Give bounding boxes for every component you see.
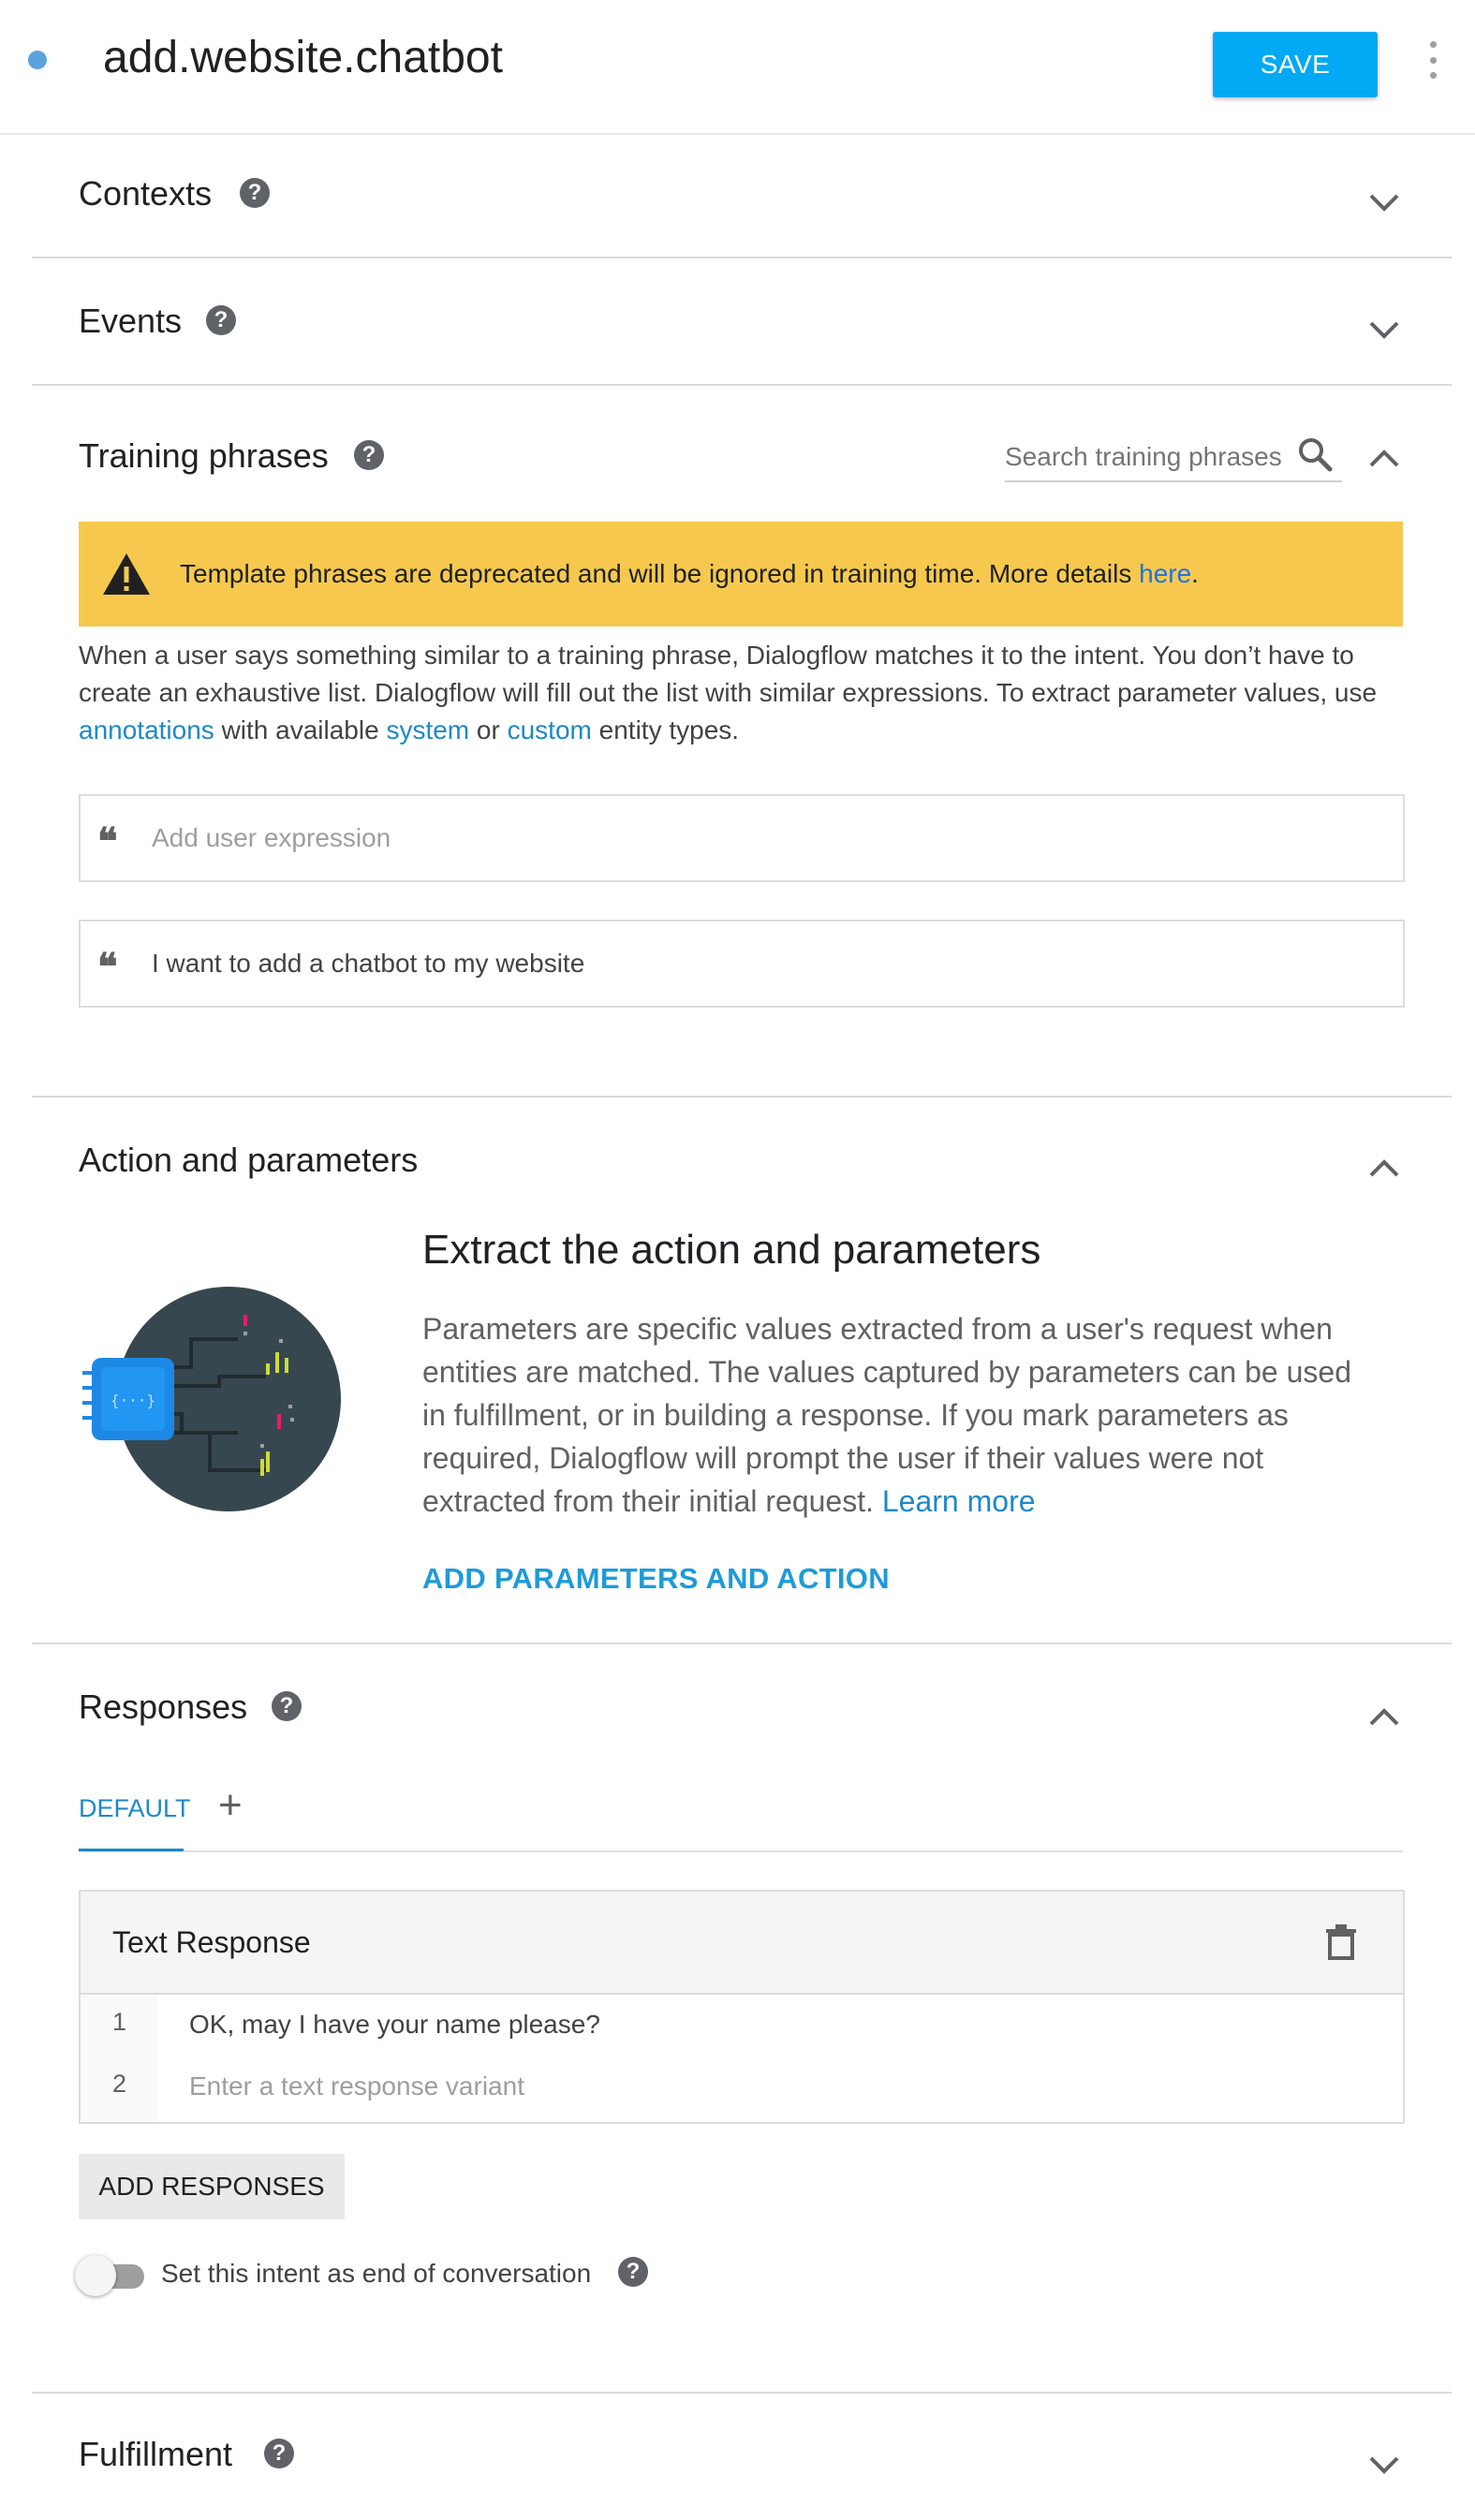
- custom-link[interactable]: custom: [507, 715, 592, 744]
- divider: [32, 1096, 1452, 1098]
- events-help-icon[interactable]: ?: [206, 305, 236, 335]
- toggle-knob[interactable]: [75, 2255, 116, 2296]
- user-expression-input[interactable]: [152, 823, 1276, 853]
- fulfillment-help-icon[interactable]: ?: [264, 2439, 294, 2468]
- training-chevron-up-icon[interactable]: [1365, 440, 1403, 478]
- training-description: When a user says something similar to a training phrase, Dialogflow matches it to the intent. You don’t have to create an exhaustive list. Dialogflow will fill out the list with similar expressions. To extract parameter values, use annotations with available system or custom entity types.: [79, 641, 1378, 744]
- add-tab-plus-icon[interactable]: +: [218, 1782, 243, 1828]
- tabs-baseline: [79, 1850, 1403, 1852]
- quote-icon: ❝: [97, 823, 118, 853]
- add-user-expression-field[interactable]: [79, 794, 1405, 882]
- training-phrase-text[interactable]: I want to add a chatbot to my website: [152, 949, 585, 978]
- training-help-icon[interactable]: ?: [354, 440, 384, 470]
- end-conversation-label: Set this intent as end of conversation: [161, 2259, 592, 2288]
- contexts-title[interactable]: Contexts: [79, 174, 213, 213]
- contexts-chevron-down-icon[interactable]: [1365, 184, 1403, 221]
- parameters-illustration: [79, 1283, 350, 1517]
- responses-title[interactable]: Responses: [79, 1687, 248, 1726]
- text-response-variant-input[interactable]: [189, 2071, 1313, 2101]
- quote-icon: ❝: [97, 949, 118, 979]
- end-conversation-help-icon[interactable]: ?: [618, 2257, 648, 2287]
- intent-title[interactable]: add.website.chatbot: [103, 33, 503, 82]
- text-response-card: [79, 1890, 1405, 2124]
- header-bar: [0, 0, 1475, 135]
- divider: [32, 2392, 1452, 2394]
- add-parameters-action-link[interactable]: ADD PARAMETERS AND ACTION: [422, 1562, 890, 1595]
- responses-chevron-up-icon[interactable]: [1365, 1699, 1403, 1736]
- deprecation-warning-banner: [79, 522, 1403, 626]
- warning-details-link[interactable]: here: [1139, 559, 1192, 588]
- events-chevron-down-icon[interactable]: [1365, 311, 1403, 348]
- annotations-link[interactable]: annotations: [79, 715, 214, 744]
- events-title[interactable]: Events: [79, 302, 183, 340]
- text-response-header: [81, 1892, 1403, 1995]
- fulfillment-chevron-down-icon[interactable]: [1365, 2446, 1403, 2483]
- divider: [32, 257, 1452, 258]
- save-button[interactable]: SAVE: [1213, 32, 1378, 97]
- divider: [32, 1643, 1452, 1644]
- row-number: 2: [112, 2070, 127, 2098]
- fulfillment-title[interactable]: Fulfillment: [79, 2435, 233, 2473]
- search-icon[interactable]: [1296, 435, 1334, 473]
- divider: [32, 384, 1452, 386]
- action-parameters-heading: Extract the action and parameters: [422, 1227, 1041, 1273]
- add-responses-button[interactable]: ADD RESPONSES: [79, 2154, 345, 2219]
- contexts-help-icon[interactable]: ?: [240, 178, 270, 208]
- row-number: 1: [112, 2008, 127, 2036]
- svg-text:{···}: {···}: [110, 1392, 156, 1409]
- learn-more-link[interactable]: Learn more: [881, 1484, 1036, 1518]
- more-vert-icon[interactable]: [1423, 41, 1442, 79]
- tab-default-indicator: [79, 1849, 184, 1851]
- action-parameters-title[interactable]: Action and parameters: [79, 1141, 419, 1179]
- action-parameters-description: Parameters are specific values extracted from a user's request when entities are matched. The values captured by parameters can be used in fulfillment, or in building a response. If you mark parameters as required, Dialogflow will prompt the user if their values were not extracted from their initial request. Learn more: [422, 1312, 1351, 1518]
- trash-icon[interactable]: [1324, 1923, 1358, 1961]
- status-dot: [28, 51, 47, 69]
- text-response-variant[interactable]: OK, may I have your name please?: [189, 2010, 600, 2039]
- warning-icon: [101, 552, 152, 597]
- system-link[interactable]: system: [386, 715, 470, 744]
- search-training-phrases-input[interactable]: [1005, 434, 1342, 482]
- tab-default[interactable]: DEFAULT: [79, 1794, 191, 1822]
- training-phrases-title[interactable]: Training phrases: [79, 436, 329, 475]
- responses-help-icon[interactable]: ?: [272, 1691, 302, 1721]
- text-response-title: Text Response: [112, 1925, 311, 1959]
- action-chevron-up-icon[interactable]: [1365, 1150, 1403, 1187]
- warning-message: Template phrases are deprecated and will be ignored in training time. More details here.: [180, 559, 1199, 588]
- training-phrase-row[interactable]: [79, 920, 1405, 1008]
